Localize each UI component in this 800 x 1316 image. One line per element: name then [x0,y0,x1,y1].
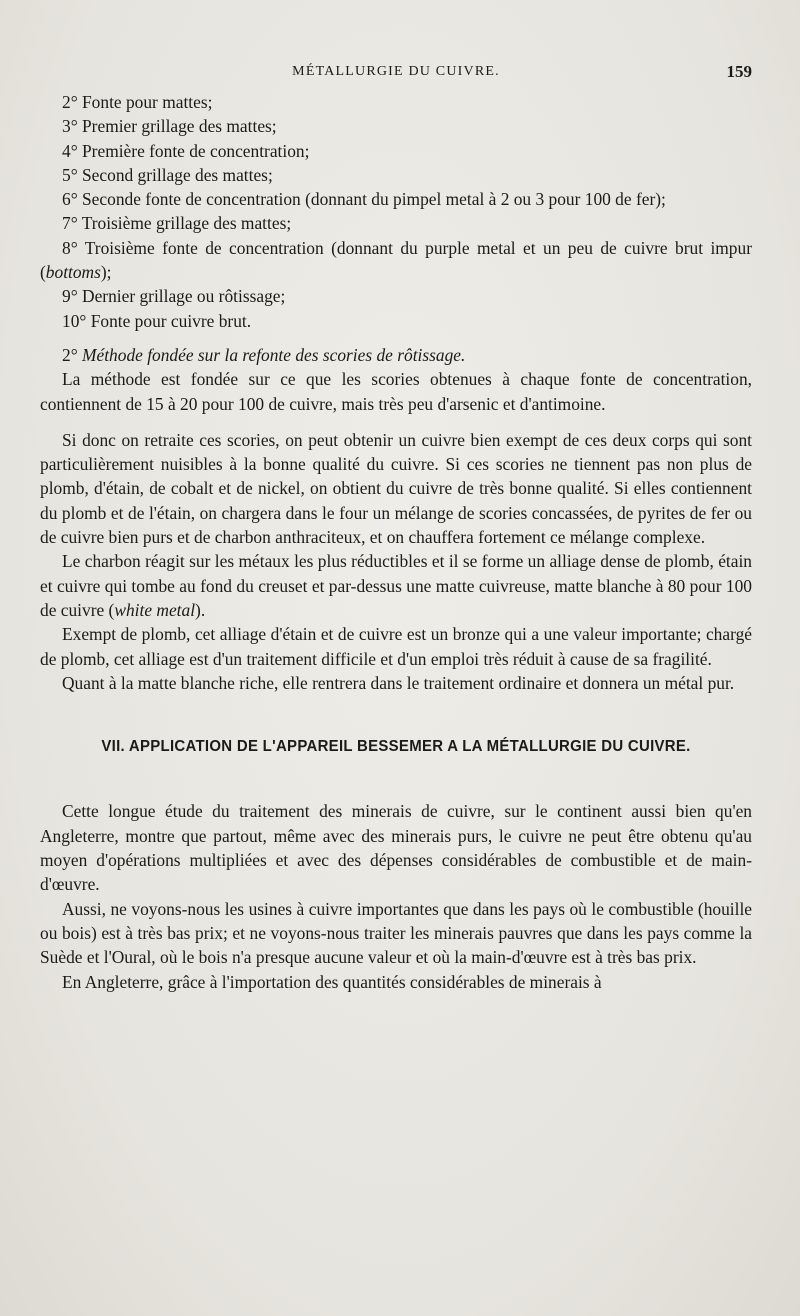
section-heading: VII. APPLICATION DE L'APPAREIL BESSEMER A LA MÉTALLURGIE DU CUIVRE. [101,738,691,756]
paragraph: Exempt de plomb, cet alliage d'étain et de cuivre est un bronze qui a une valeur importante; chargé de plomb, cet alliage est d'un traitement difficile et d'un emploi très réduit à cause de sa fragilité. [40,624,752,669]
step-text: Second grillage des mattes; [82,164,273,185]
paragraph: En Angleterre, grâce à l'importation des quantités considérables de minerais à [62,971,602,992]
step-number: 2° [62,92,78,112]
step-text: Seconde fonte de concentration (donnant du pimpel metal à 2 ou 3 pour 100 de fer); [82,189,666,210]
step-text: Premier grillage des mattes; [82,116,277,137]
step-item [40,236,752,285]
page-body [40,90,752,994]
step-number: 7° [62,213,78,234]
step-item [40,284,752,308]
step-item [40,187,752,211]
step-text: Dernier grillage ou rôtissage; [82,286,286,307]
method-number: 2° [62,344,78,365]
page-header [40,62,752,86]
paragraph: Aussi, ne voyons-nous les usines à cuivre importantes que dans les pays où le combustible (houille ou bois) est à très bas prix; et ne voyons-nous traiter les minerais pauvres que dans les pays comme la Suède et l'Oural, où le bois n'a presque aucune valeur et où la main-d'œuvre est à très bas prix. [40,898,752,968]
paragraph-text: Le charbon réagit sur les métaux les plus réductibles et il se forme un alliage dense de plomb, étain et cuivre qui tombe au fond du creuset et par-dessus une matte cuivreuse, matte blanche à 80 pour 100 de cuivre ( [40,551,752,620]
step-number: 6° [62,189,78,210]
step-number: 10° [62,310,87,331]
paragraph: Cette longue étude du traitement des minerais de cuivre, sur le continent aussi bien qu'en Angleterre, montre que partout, même avec des minerais purs, le cuivre ne peut être obtenu qu'au moyen d'opérations multipliées et avec des dépenses considérables de combustible et de main-d'œuvre. [40,801,752,895]
method-heading [40,343,752,367]
step-text: Troisième grillage des mattes; [81,213,292,234]
step-text: Fonte pour cuivre brut. [90,310,252,331]
step-item [40,90,752,114]
step-item [40,139,752,163]
step-number: 4° [62,140,78,161]
page-number: 159 [726,62,752,81]
step-number: 3° [62,116,78,137]
step-text: Troisième fonte de concentration (donnant du purple metal et un peu de cuivre brut impur ( [40,237,752,283]
method-title: Méthode fondée sur la refonte des scories de rôtissage. [82,344,466,365]
step-text: Première fonte de concentration; [82,140,310,161]
paragraph-text-italic: white metal [114,599,196,620]
step-item [40,309,752,333]
step-item [40,114,752,138]
paragraph: La méthode est fondée sur ce que les scories obtenues à chaque fonte de concentration, contiennent de 15 à 20 pour 100 de cuivre, mais très peu d'arsenic et d'antimoine. [40,369,752,414]
paragraph: Si donc on retraite ces scories, on peut obtenir un cuivre bien exempt de ces deux corps qui sont particulièrement nuisibles à la bonne qualité du cuivre. Si ces scories ne tiennent pas non plus de plomb, d'étain, de cobalt et de nickel, on obtient du cuivre de très bonne qualité. Si elles contiennent du plomb et de l'étain, on chargera dans le four un mélange de scories concassées, de pyrites de fer ou de cuivre bien purs et de charbon anthraciteux, et on chauffera fortement ce mélange complexe. [40,429,752,548]
step-item [40,211,752,235]
step-number: 9° [62,286,78,307]
step-text-italic: bottoms [45,262,101,283]
step-item [40,163,752,187]
step-text: Fonte pour mattes; [82,92,213,112]
step-number: 8° [62,237,78,258]
step-text-end: ); [100,262,112,283]
step-number: 5° [62,164,78,185]
paragraph-text-end: ). [195,599,206,620]
running-head: MÉTALLURGIE DU CUIVRE. [292,64,500,79]
paragraph: Quant à la matte blanche riche, elle rentrera dans le traitement ordinaire et donnera un métal pur. [62,672,735,693]
paragraph [40,549,752,622]
process-steps-list [40,90,752,333]
